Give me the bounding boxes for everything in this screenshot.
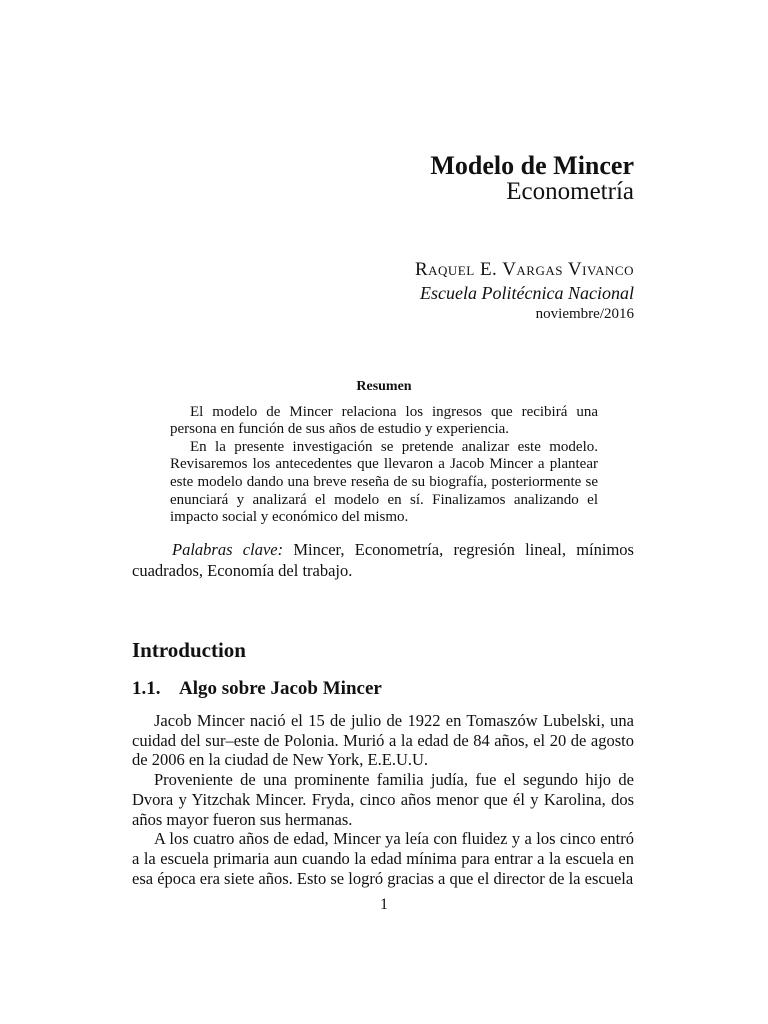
subsection-title: Algo sobre Jacob Mincer [179,678,382,699]
paper-date: noviembre/2016 [535,306,634,322]
paper-title: Modelo de Mincer [430,151,634,180]
author-block [415,258,634,324]
keywords-text: Mincer, Econometría, regresión lineal, mínimos cuadrados, Economía del trabajo. [132,540,634,580]
abstract-paragraph: El modelo de Mincer relaciona los ingresos que recibirá una persona en función de sus años de estudio y experiencia. [170,403,598,438]
keywords [132,539,634,581]
subsection-heading [132,678,382,700]
page-number: 1 [380,896,388,913]
abstract-heading: Resumen [356,379,412,394]
body-paragraph: Proveniente de una prominente familia judía, fue el segundo hijo de Dvora y Yitzchak Mincer. Fryda, cinco años menor que él y Karolina, dos años mayor fueron sus hermanas. [132,770,634,829]
subsection-number: 1.1. [132,678,161,699]
paper-subtitle: Econometría [506,178,634,205]
body-text [132,711,634,888]
author-name: Raquel E. Vargas Vivanco [414,259,634,280]
section-heading: Introduction [132,638,246,662]
title-block [430,152,634,204]
body-paragraph: Jacob Mincer nació el 15 de julio de 1922 en Tomaszów Lubelski, una cuidad del sur–este de Polonia. Murió a la edad de 84 años, el 20 de agosto de 2006 en la ciudad de New York, E.E.U.U. [132,711,634,770]
body-paragraph: A los cuatro años de edad, Mincer ya leía con fluidez y a los cinco entró a la escuela primaria aun cuando la edad mínima para entrar a la escuela en esa época era siete años. Esto se logró gracias a que el director de la escuela [132,829,634,888]
abstract [170,378,598,527]
abstract-paragraph: En la presente investigación se pretende analizar este modelo. Revisaremos los antecedentes que llevaron a Jacob Mincer a plantear este modelo dando una breve reseña de su biografía, posteriormente se enunciará y analizará el modelo en sí. Finalizamos analizando el impacto social y económico del mismo. [170,438,598,526]
keywords-label: Palabras clave: [172,540,284,559]
author-institution: Escuela Politécnica Nacional [420,283,634,303]
